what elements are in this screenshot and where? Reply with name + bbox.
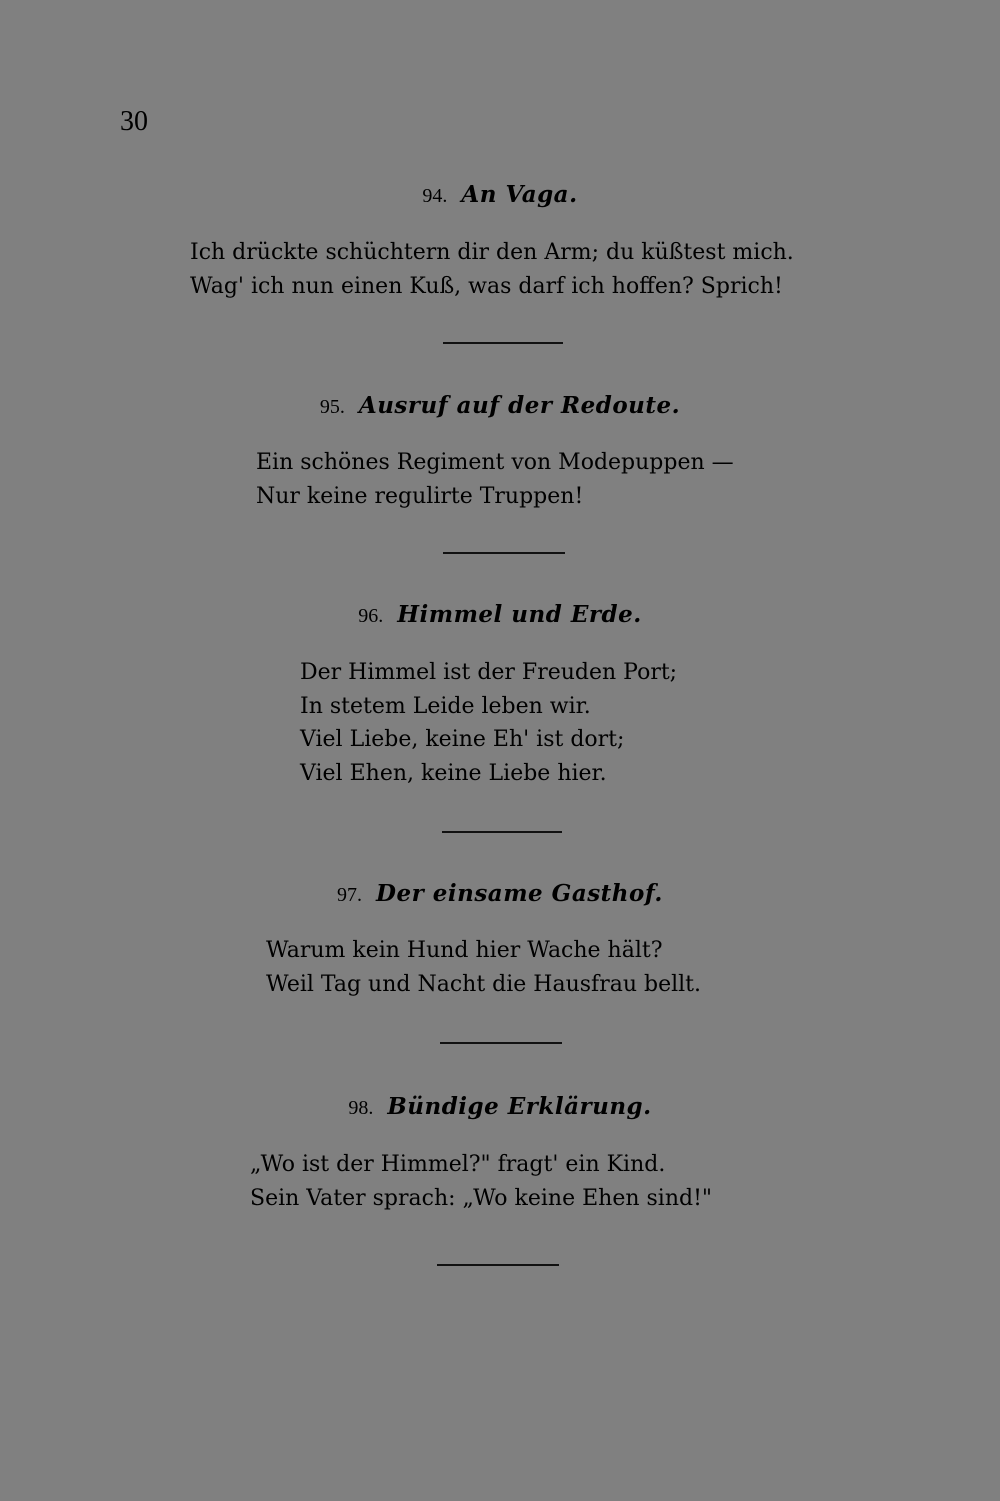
poem-heading: Der einsame Gasthof. xyxy=(376,880,663,907)
section-divider xyxy=(443,342,563,344)
poem-heading: Bündige Erklärung. xyxy=(387,1093,652,1120)
poem-body-95 xyxy=(256,446,734,513)
poem-line: Sein Vater sprach: „Wo keine Ehen sind!" xyxy=(250,1185,713,1211)
poem-line: Wag' ich nun einen Kuß, was darf ich hoffen? Sprich! xyxy=(190,273,783,299)
poem-line: Nur keine regulirte Truppen! xyxy=(256,483,584,509)
poem-line: In stetem Leide leben wir. xyxy=(300,693,591,719)
poem-body-96 xyxy=(300,656,677,790)
poem-number: 97. xyxy=(337,884,363,906)
poem-body-97 xyxy=(266,934,701,1001)
section-divider xyxy=(437,1264,559,1266)
poem-line: Ich drückte schüchtern dir den Arm; du küßtest mich. xyxy=(190,240,794,265)
poem-line: Viel Liebe, keine Eh' ist dort; xyxy=(300,727,625,752)
page-number: 30 xyxy=(120,106,148,137)
poem-heading: Ausruf auf der Redoute. xyxy=(358,392,681,419)
poem-number: 96. xyxy=(358,605,384,627)
poem-heading: Himmel und Erde. xyxy=(397,601,642,628)
poem-title-98 xyxy=(0,1095,1000,1119)
poem-line: Viel Ehen, keine Liebe hier. xyxy=(300,760,607,786)
section-divider xyxy=(440,1042,562,1044)
poem-line: Der Himmel ist der Freuden Port; xyxy=(300,660,678,685)
poem-line: „Wo ist der Himmel?" fragt' ein Kind. xyxy=(250,1152,666,1177)
poem-number: 98. xyxy=(348,1097,374,1119)
poem-line: Weil Tag und Nacht die Hausfrau bellt. xyxy=(266,971,702,997)
poem-body-94 xyxy=(190,236,794,303)
poem-title-95 xyxy=(0,394,1000,418)
poem-number: 95. xyxy=(319,396,345,418)
poem-title-96 xyxy=(0,603,1000,627)
poem-title-94 xyxy=(0,183,1000,207)
poem-line: Ein schönes Regiment von Modepuppen — xyxy=(256,450,734,475)
poem-line: Warum kein Hund hier Wache hält? xyxy=(266,938,663,963)
section-divider xyxy=(443,552,565,554)
poem-heading: An Vaga. xyxy=(461,181,578,208)
section-divider xyxy=(442,831,562,833)
poem-number: 94. xyxy=(422,185,448,207)
poem-body-98 xyxy=(250,1148,712,1215)
poem-title-97 xyxy=(0,882,1000,906)
